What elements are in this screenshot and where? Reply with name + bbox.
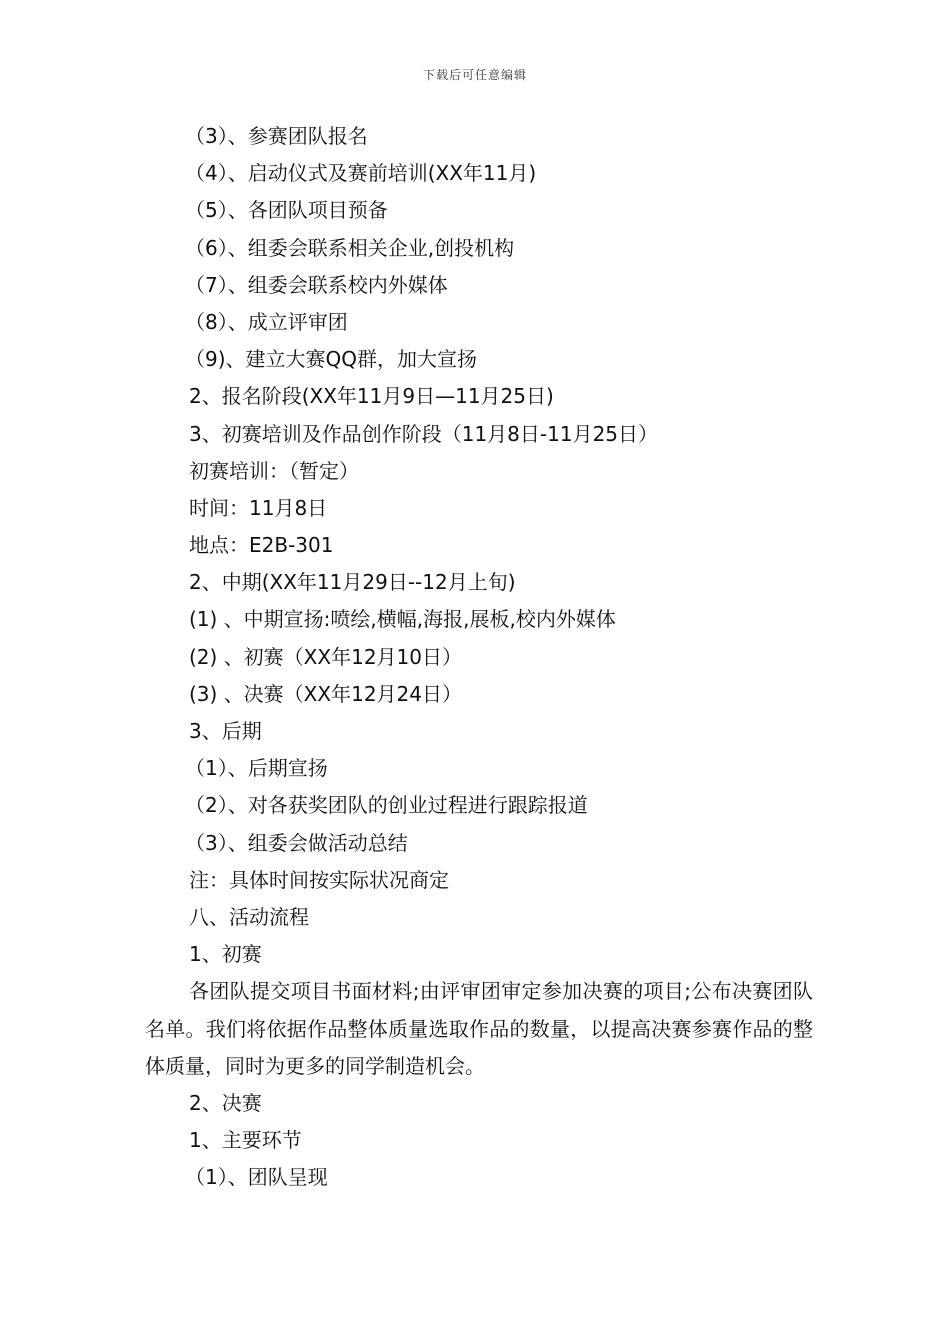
outline-list: [145, 118, 813, 973]
outline-line: 3、初赛培训及作品创作阶段（11月8日-11月25日）: [189, 421, 659, 446]
outline-line: （4）、启动仪式及赛前培训(XX年11月): [185, 161, 537, 186]
outline-line: 3、后期: [189, 719, 262, 743]
outline-line: （6）、组委会联系相关企业,创投机构: [185, 235, 515, 260]
outline-line: (1) 、中期宣扬:喷绘,横幅,海报,展板,校内外媒体: [189, 607, 616, 632]
outline-line: （1）、后期宣扬: [185, 756, 328, 781]
outline-line: （9)、建立大赛QQ群，加大宣扬: [185, 347, 478, 372]
outline-line: (2) 、初赛（XX年12月10日）: [189, 644, 462, 669]
outline-line: 地点：E2B-301: [189, 533, 334, 558]
outline-line: （5）、各团队项目预备: [185, 198, 388, 223]
outline-line: 2、报名阶段(XX年11月9日—11月25日): [189, 384, 554, 409]
outline-line: （1）、团队呈现: [185, 1165, 328, 1190]
outline-line: （8）、成立评审团: [185, 309, 348, 334]
outline-line: 初赛培训：（暂定）: [189, 458, 359, 483]
outline-line: （3）、参赛团队报名: [185, 124, 368, 148]
outline-line: 1、主要环节: [189, 1128, 302, 1153]
outline-line: 八、活动流程: [189, 904, 309, 929]
outline-line: (3) 、决赛（XX年12月24日）: [189, 681, 462, 706]
outline-line: （3）、组委会做活动总结: [185, 830, 408, 855]
outline-line: 2、中期(XX年11月29日--12月上旬): [189, 570, 516, 595]
outline-line: 注：具体时间按实际状况商定: [189, 867, 449, 892]
outline-line: 时间：11月8日: [189, 495, 328, 520]
outline-line: 2、决赛: [189, 1090, 262, 1115]
outline-list-continued: [145, 1085, 813, 1197]
outline-line: （7）、组委会联系校内外媒体: [185, 272, 448, 297]
outline-line: 1、初赛: [189, 942, 262, 967]
outline-line: （2）、对各获奖团队的创业过程进行跟踪报道: [185, 793, 588, 818]
body-paragraph: 各团队提交项目书面材料;由评审团审定参加决赛的项目;公布决赛团队名单。我们将依据作品整体质量选取作品的数量，以提高决赛参赛作品的整体质量，同时为更多的同学制造机会。: [145, 979, 813, 1078]
document-body: [145, 118, 813, 1196]
page-header-note: 下载后可任意编辑: [422, 68, 527, 82]
